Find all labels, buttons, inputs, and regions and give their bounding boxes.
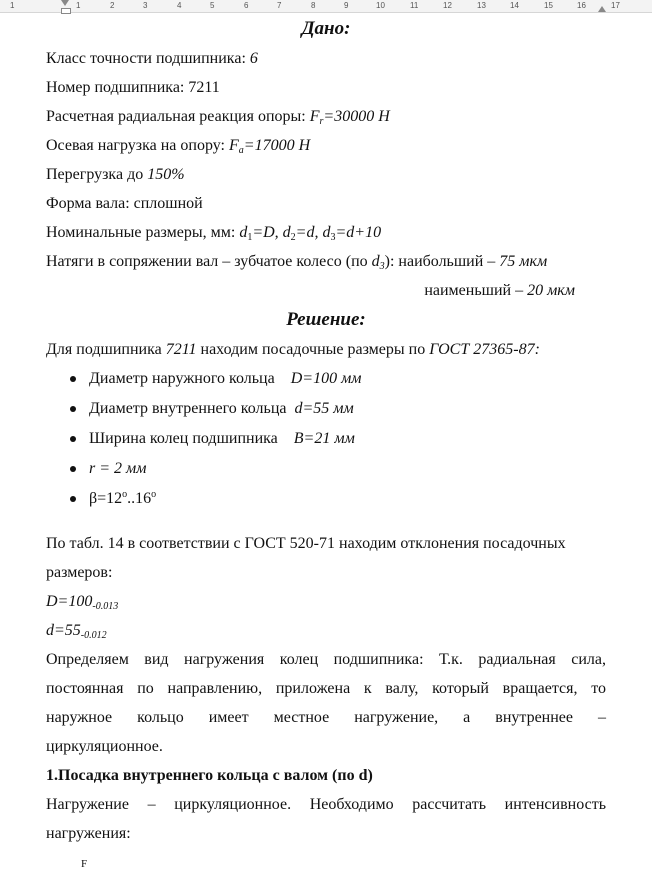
- shaft-form-line: Форма вала: сплошной: [46, 195, 203, 212]
- table-reference-line: По табл. 14 в соответствии с ГОСТ 520-71 находим отклонения посадочных: [46, 535, 566, 552]
- list-item: r = 2 мм: [46, 454, 606, 484]
- ruler-number: 15: [544, 1, 553, 10]
- ruler-number: 2: [110, 1, 115, 10]
- section-heading: 1.Посадка внутреннего кольца с валом (по d): [46, 767, 373, 784]
- ruler-number: 10: [376, 1, 385, 10]
- dimensions-list: [46, 364, 606, 514]
- list-item: Диаметр наружного кольца D=100 мм: [46, 364, 606, 394]
- bullet-icon: [70, 436, 76, 442]
- overload-line: Перегрузка до 150%: [46, 166, 185, 183]
- ruler-number: 13: [477, 1, 486, 10]
- interference-line: Натяги в сопряжении вал – зубчатое колесо (по $d_3$): наибольший – 75 мкм: [46, 253, 548, 272]
- ruler-number: 14: [510, 1, 519, 10]
- bullet-icon: [70, 376, 76, 382]
- horizontal-ruler[interactable]: [0, 0, 652, 13]
- loading-paragraph-line: Определяем вид нагружения колец подшипника: Т.к. радиальная сила,: [46, 651, 606, 668]
- ruler-number: 4: [177, 1, 182, 10]
- ruler-number: 5: [210, 1, 215, 10]
- bullet-icon: [70, 496, 76, 502]
- ruler-number: 11: [410, 1, 419, 10]
- ruler-number: 6: [244, 1, 249, 10]
- ruler-number: 8: [311, 1, 316, 10]
- list-item: Диаметр внутреннего кольца d=55 мм: [46, 394, 606, 424]
- given-heading: Дано:: [301, 18, 351, 39]
- deviation-outer-diameter: $D=100_{-0.013}$: [46, 593, 119, 612]
- deviation-inner-diameter: $d=55_{-0.012}$: [46, 622, 107, 641]
- loading-paragraph-line: наружное кольцо имеет местное нагружение, а внутреннее –: [46, 709, 606, 726]
- bearing-number-line: Номер подшипника: 7211: [46, 79, 220, 96]
- table-reference-line-2: размеров:: [46, 564, 113, 581]
- ruler-number: 12: [443, 1, 452, 10]
- ruler-number: 1: [10, 1, 15, 10]
- axial-load-line: Осевая нагрузка на опору: $F_a=17000$ Н: [46, 137, 311, 156]
- radial-reaction-line: Расчетная радиальная реакция опоры: $F_r=30000$ Н: [46, 108, 390, 127]
- right-indent-marker[interactable]: [598, 6, 606, 12]
- ruler-number: 9: [344, 1, 349, 10]
- ruler-number: 16: [577, 1, 586, 10]
- ruler-number: 17: [611, 1, 620, 10]
- circulation-paragraph-line: Нагружение – циркуляционное. Необходимо рассчитать интенсивность: [46, 796, 606, 813]
- list-item: Ширина колец подшипника B=21 мм: [46, 424, 606, 454]
- loading-paragraph-line: постоянная по направлению, приложена к валу, который вращается, то: [46, 680, 606, 697]
- solution-heading: Решение:: [286, 309, 366, 330]
- ruler-number: 7: [277, 1, 282, 10]
- document-page[interactable]: [46, 14, 606, 868]
- precision-class-line: Класс точности подшипника: 6: [46, 50, 258, 67]
- nominal-sizes-line: Номинальные размеры, мм: $d_1=D$, $d_2=d$, $d_3=d+10$: [46, 224, 382, 243]
- partial-formula-line: F: [81, 858, 88, 870]
- interference-min-line: наименьший – 20 мкм: [424, 282, 575, 299]
- list-item: $\beta=12^o..16^o$: [46, 484, 606, 514]
- ruler-number: 3: [143, 1, 148, 10]
- solution-intro-line: Для подшипника 7211 находим посадочные размеры по ГОСТ 27365-87:: [46, 341, 540, 358]
- loading-paragraph-line: циркуляционное.: [46, 738, 163, 755]
- ruler-number: 1: [76, 1, 81, 10]
- first-line-indent-marker[interactable]: [61, 0, 69, 6]
- bullet-icon: [70, 406, 76, 412]
- circulation-paragraph-line: нагружения:: [46, 825, 131, 842]
- bullet-icon: [70, 466, 76, 472]
